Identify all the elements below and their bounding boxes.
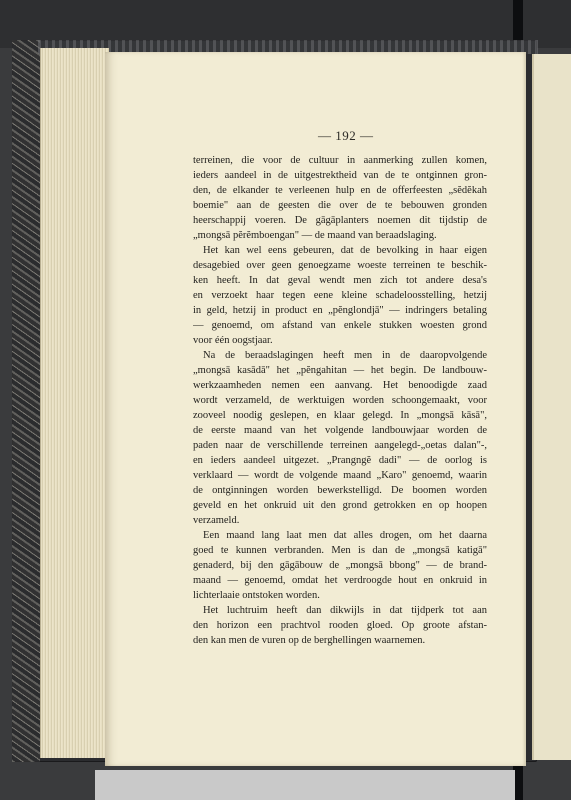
text-line: wordt verzameld, de werktuigen worden schoongemaakt, voor — [193, 395, 487, 406]
text-line: lichterlaaie ontstoken worden. — [193, 590, 320, 601]
text-line: den, de elkander te verleenen hulp en de offerfeesten „sĕdĕkah — [193, 185, 487, 196]
text-line: en ieders aandeel uitgezet. „Prangngĕ dadi" — de oorlog is — [193, 455, 487, 466]
text-line: terreinen, die voor de cultuur in aanmerking zullen komen, — [193, 155, 487, 166]
text-line: ieders aandeel in de uitgestrektheid van de te ontginnen gron- — [193, 170, 487, 181]
text-line: de eerste maand van het volgende landbouwjaar worden de — [193, 425, 487, 436]
text-line: Het luchtruim heeft dan dikwijls in dat tijdperk tot aan — [203, 605, 487, 616]
text-line: paden naar de verschillende terreinen aangelegd-„oetas dalan"-, — [193, 440, 487, 451]
text-line: Het kan wel eens gebeuren, dat de bevolking in haar eigen — [203, 245, 487, 256]
text-line: den kan men de vuren op de berghellingen waarnemen. — [193, 635, 426, 646]
text-line: maand — genoemd, omdat het verdroogde hout en onkruid in — [193, 575, 487, 586]
body-text — [193, 153, 487, 648]
text-line: boemie" aan de geesten die over de te bebouwen gronden — [193, 200, 487, 211]
text-line: „mongsā pĕrĕmboengan" — de maand van beraadslaging. — [193, 230, 437, 241]
text-line: in geld, hetzij in product en „pĕnglondjā" — indringers betaling — [193, 305, 487, 316]
background-bottom — [95, 770, 515, 800]
text-line: Na de beraadslagingen heeft men in de daaropvolgende — [203, 350, 487, 361]
text-line: werkzaamheden nemen een aanvang. Het benoodigde zaad — [193, 380, 487, 391]
text-line: geveld en het onkruid uit den grond getrokken en op hoopen — [193, 500, 487, 511]
marbled-cover-edge — [12, 40, 40, 762]
text-line: zooveel noodig geslepen, en klaar gelegd. In „mongsā kāsā", — [193, 410, 487, 421]
text-line: den horizon een prachtvol rooden gloed. Op groote afstan- — [193, 620, 487, 631]
adjacent-page — [532, 54, 571, 760]
text-line: goed te kunnen verbranden. Men is dan de „mongsā katigā" — [193, 545, 487, 556]
text-line: „mongsā kasādā" het „pĕngahitan — het begin. De landbouw- — [193, 365, 487, 376]
text-line: en verzoekt haar tegen eene kleine schadeloosstelling, hetzij — [193, 290, 487, 301]
text-line: desagebied over geen genoegzame woeste terreinen te beschik- — [193, 260, 487, 271]
text-line: verklaard — wordt de volgende maand „Karo" genoemd, waarin — [193, 470, 487, 481]
text-line: — genoemd, om afstand van enkele stukken woesten grond — [193, 320, 487, 331]
text-line: heerschappij voeren. De gāgāplanters noemen dit tijdstip de — [193, 215, 487, 226]
text-line: genaderd, bij den gāgābouw de „mongsā bbong" — de brand- — [193, 560, 487, 571]
text-line: verzameld. — [193, 515, 240, 526]
page-number: — 192 — — [318, 128, 374, 143]
text-line: Een maand lang laat men dat alles drogen, om het daarna — [203, 530, 487, 541]
text-line: ken heeft. In dat geval wendt men zich tot andere desa's — [193, 275, 487, 286]
page-stack-edge — [40, 48, 109, 758]
text-line: voor één oogstjaar. — [193, 335, 273, 346]
text-line: de ontginningen worden bewerkstelligd. De boomen worden — [193, 485, 487, 496]
